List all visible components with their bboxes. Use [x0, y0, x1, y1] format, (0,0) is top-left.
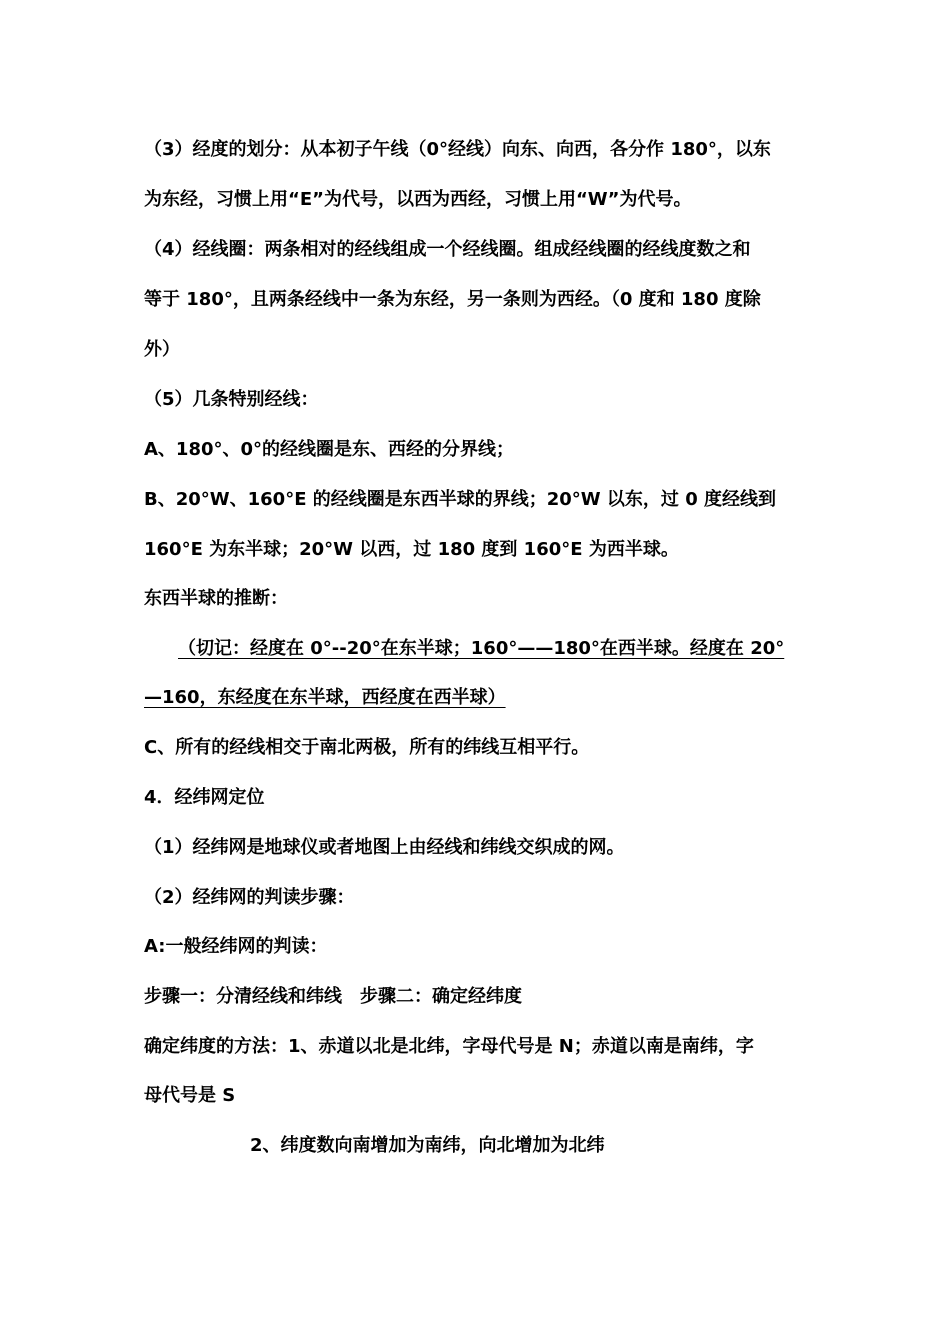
text-line-16: （2）经纬网的判读步骤： [144, 887, 355, 908]
text-line-21: 2、纬度数向南增加为南纬，向北增加为北纬 [250, 1135, 605, 1156]
text-line-4: 等于 180°，且两条经线中一条为东经，另一条则为西经。（0 度和 180 度除 [144, 289, 761, 310]
text-line-13: C、所有的经线相交于南北两极，所有的纬线互相平行。 [144, 737, 590, 758]
text-line-2: 为东经，习惯上用“E”为代号，以西为西经，习惯上用“W”为代号。 [144, 189, 692, 210]
text-line-9: 160°E 为东半球；20°W 以西，过 180 度到 160°E 为西半球。 [144, 539, 679, 560]
text-line-18: 步骤一：分清经线和纬线 步骤二：确定经纬度 [144, 986, 522, 1007]
text-line-7: A、180°、0°的经线圈是东、西经的分界线； [144, 439, 515, 460]
text-line-6: （5）几条特别经线： [144, 389, 319, 410]
text-line-19: 确定纬度的方法：1、赤道以北是北纬，字母代号是 N；赤道以南是南纬，字 [144, 1036, 754, 1057]
text-line-10: 东西半球的推断： [144, 588, 288, 609]
text-line-5: 外） [144, 339, 180, 360]
text-line-20: 母代号是 S [144, 1085, 236, 1106]
text-line-1: （3）经度的划分：从本初子午线（0°经线）向东、向西，各分作 180°，以东 [144, 139, 771, 160]
section-heading: 4．经纬网定位 [144, 787, 265, 808]
text-line-15: （1）经纬网是地球仪或者地图上由经线和纬线交织成的网。 [144, 837, 625, 858]
text-line-17: A:一般经纬网的判读： [144, 936, 328, 957]
text-line-3: （4）经线圈：两条相对的经线组成一个经线圈。组成经线圈的经线度数之和 [144, 239, 751, 260]
underlined-note-line-2: —160，东经度在东半球，西经度在西半球） [144, 687, 506, 708]
underlined-note-line-1: （切记：经度在 0°--20°在东半球；160°——180°在西半球。经度在 20° [178, 638, 785, 659]
text-line-8: B、20°W、160°E 的经线圈是东西半球的界线；20°W 以东，过 0 度经线到 [144, 489, 776, 510]
